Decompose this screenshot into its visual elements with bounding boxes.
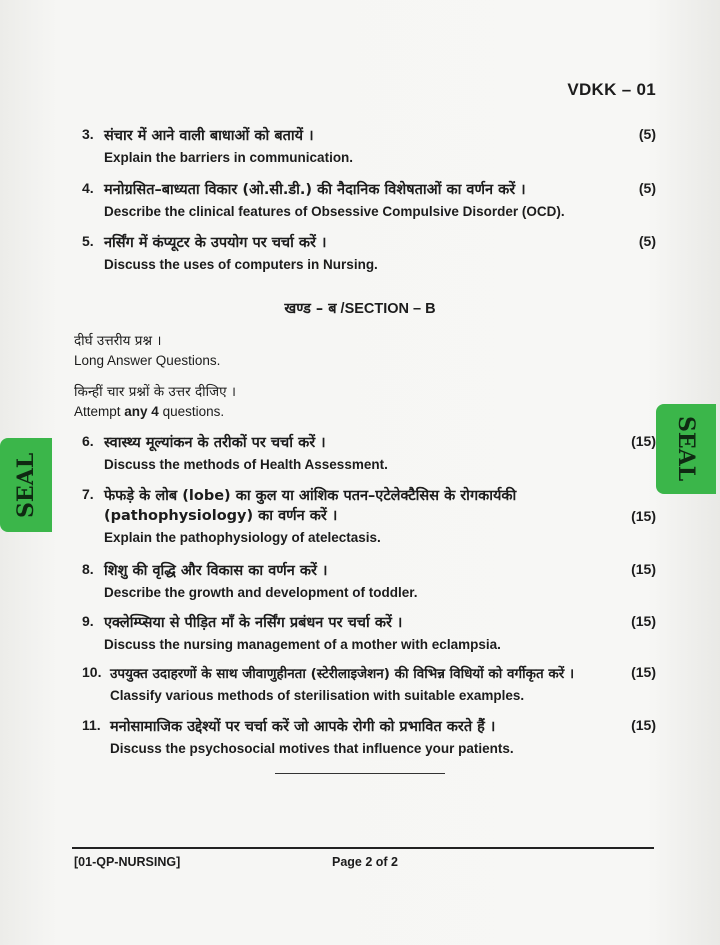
question-marks: (5): [638, 126, 656, 142]
attempt-suffix: questions.: [162, 404, 225, 419]
question-marks: (15): [631, 433, 656, 449]
footer-divider: [72, 847, 654, 849]
question-text-english: Describe the growth and development of toddler.: [104, 585, 418, 600]
question-number: 4.: [82, 180, 94, 196]
footer-page-number: Page 2 of 2: [332, 855, 398, 869]
seal-sticker-left: SEAL: [0, 438, 52, 532]
question-text-hindi: मनोसामाजिक उद्देश्यों पर चर्चा करें जो आपके रोगी को प्रभावित करते हैं ।: [110, 719, 496, 735]
question-text-hindi: संचार में आने वाली बाधाओं को बतायें ।: [104, 128, 314, 144]
attempt-count: any 4: [124, 404, 159, 419]
question-number: 11.: [82, 717, 101, 733]
question-number: 8.: [82, 561, 94, 577]
question-text-english: Explain the pathophysiology of atelectasis.: [104, 530, 381, 545]
seal-sticker-right: SEAL: [656, 404, 716, 494]
question-text-english: Discuss the uses of computers in Nursing.: [104, 257, 378, 272]
attempt-instruction: [74, 383, 236, 421]
question-text-english: Classify various methods of sterilisation with suitable examples.: [110, 688, 525, 703]
footer-paper-code: [01-QP-NURSING]: [74, 855, 181, 869]
question-5: [82, 233, 656, 275]
instruction-hindi: किन्हीं चार प्रश्नों के उत्तर दीजिए ।: [74, 384, 237, 400]
question-marks: (5): [638, 233, 656, 249]
question-marks: (15): [631, 664, 656, 680]
question-text-hindi: उपयुक्त उदाहरणों के साथ जीवाणुहीनता (स्टेरीलाइजेशन) की विभिन्न विधियों को वर्गीकृत करें ।: [110, 666, 575, 682]
question-10: [82, 664, 656, 706]
question-text-hindi: एक्लेम्प्सिया से पीड़ित माँ के नर्सिंग प्रबंधन पर चर्चा करें ।: [104, 615, 403, 631]
attempt-prefix: Attempt: [74, 404, 121, 419]
paper-code: VDKK – 01: [567, 80, 656, 99]
question-marks: (5): [638, 180, 656, 196]
end-rule: [275, 773, 445, 774]
question-6: [82, 433, 656, 475]
question-number: 5.: [82, 233, 94, 249]
long-answer-instruction: [74, 332, 220, 370]
question-text-hindi: मनोग्रसित–बाध्यता विकार (ओ.सी.डी.) की नैदानिक विशेषताओं का वर्णन करें ।: [104, 182, 526, 198]
question-text-english: Discuss the psychosocial motives that influence your patients.: [110, 741, 514, 756]
question-text-english: Describe the clinical features of Obsessive Compulsive Disorder (OCD).: [104, 204, 565, 219]
question-number: 3.: [82, 126, 94, 142]
question-marks: (15): [631, 717, 656, 733]
question-text-english: Discuss the nursing management of a mother with eclampsia.: [104, 637, 501, 652]
question-text-hindi: स्वास्थ्य मूल्यांकन के तरीकों पर चर्चा करें ।: [104, 435, 326, 451]
question-text-hindi: शिशु की वृद्धि और विकास का वर्णन करें ।: [104, 563, 328, 579]
question-marks: (15): [631, 613, 656, 629]
section-heading-english: /SECTION – B: [340, 301, 436, 317]
question-4: [82, 180, 656, 222]
question-3: [82, 126, 656, 168]
question-text-english: Discuss the methods of Health Assessment.: [104, 457, 388, 472]
question-marks: (15): [631, 561, 656, 577]
question-8: [82, 561, 656, 603]
question-number: 10.: [82, 664, 102, 680]
question-number: 7.: [82, 486, 94, 502]
question-text-hindi: फेफड़े के लोब (lobe) का कुल या आंशिक पतन–एटेलेक्टैसिस के रोगकार्यकी (pathophysiology) का वर्णन करें ।: [104, 488, 517, 524]
question-9: [82, 613, 656, 655]
question-text-english: Explain the barriers in communication.: [104, 150, 354, 165]
instruction-hindi: दीर्घ उत्तरीय प्रश्न ।: [74, 333, 162, 349]
question-11: [82, 717, 656, 759]
question-number: 6.: [82, 433, 94, 449]
question-7: [82, 486, 656, 548]
question-text-hindi: नर्सिंग में कंप्यूटर के उपयोग पर चर्चा करें ।: [104, 235, 327, 251]
question-marks: (15): [631, 508, 656, 524]
section-b-heading: [0, 298, 720, 318]
question-number: 9.: [82, 613, 94, 629]
instruction-english: Long Answer Questions.: [74, 353, 221, 368]
section-heading-hindi: खण्ड – ब: [284, 301, 337, 317]
instruction-english: [74, 402, 236, 421]
